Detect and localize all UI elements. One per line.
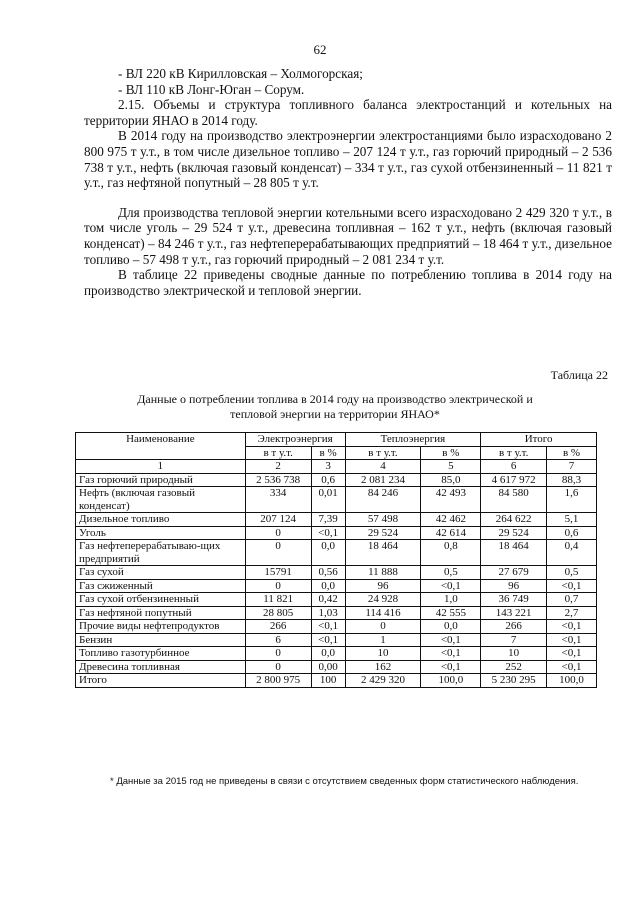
value-cell: <0,1	[421, 633, 481, 647]
value-cell: 36 749	[481, 593, 547, 607]
body-text	[84, 66, 612, 298]
header-group: Теплоэнергия	[345, 433, 481, 447]
value-cell: 84 246	[345, 487, 421, 513]
value-cell: 143 221	[481, 606, 547, 620]
header-unit: в т у.т.	[345, 446, 421, 460]
row-name-cell: Газ горючий природный	[76, 473, 246, 487]
value-cell: 0	[245, 540, 311, 566]
value-cell: <0,1	[547, 647, 597, 661]
value-cell: <0,1	[311, 633, 345, 647]
value-cell: 96	[345, 579, 421, 593]
value-cell: 0,00	[311, 660, 345, 674]
value-cell: 84 580	[481, 487, 547, 513]
list-line: - ВЛ 220 кВ Кирилловская – Холмогорская;	[118, 66, 363, 81]
value-cell: 334	[245, 487, 311, 513]
column-number: 6	[481, 460, 547, 474]
table-number-row	[76, 460, 597, 474]
paragraph: В таблице 22 приведены сводные данные по потреблению топлива в 2014 году на производство электрической и тепловой энергии.	[84, 267, 612, 298]
row-name-cell: Газ нефтяной попутный	[76, 606, 246, 620]
row-name-cell: Древесина топливная	[76, 660, 246, 674]
row-name-cell: Топливо газотурбинное	[76, 647, 246, 661]
value-cell: 264 622	[481, 513, 547, 527]
value-cell: 27 679	[481, 566, 547, 580]
value-cell: 1,03	[311, 606, 345, 620]
header-unit: в т у.т.	[481, 446, 547, 460]
column-number: 4	[345, 460, 421, 474]
row-name-cell: Уголь	[76, 526, 246, 540]
value-cell: 29 524	[481, 526, 547, 540]
value-cell: <0,1	[547, 633, 597, 647]
header-group: Электроэнергия	[245, 433, 345, 447]
header-name: Наименование	[76, 433, 246, 460]
value-cell: 7	[481, 633, 547, 647]
value-cell: 0,6	[311, 473, 345, 487]
value-cell: 11 888	[345, 566, 421, 580]
value-cell: 0,5	[421, 566, 481, 580]
value-cell: 10	[345, 647, 421, 661]
value-cell: 0	[345, 620, 421, 634]
footnote: * Данные за 2015 год не приведены в связи с отсутствием сведенных форм статистического наблюдения.	[110, 776, 579, 787]
value-cell: 11 821	[245, 593, 311, 607]
value-cell: 100,0	[421, 674, 481, 688]
value-cell: 15791	[245, 566, 311, 580]
value-cell: 266	[245, 620, 311, 634]
value-cell: 5 230 295	[481, 674, 547, 688]
table-label: Таблица 22	[550, 368, 608, 382]
value-cell: 0,01	[311, 487, 345, 513]
column-number: 2	[245, 460, 311, 474]
value-cell: 7,39	[311, 513, 345, 527]
value-cell: 88,3	[547, 473, 597, 487]
value-cell: 0,56	[311, 566, 345, 580]
value-cell: 2 536 738	[245, 473, 311, 487]
row-name-cell: Дизельное топливо	[76, 513, 246, 527]
row-name-cell: Газ сухой	[76, 566, 246, 580]
value-cell: <0,1	[547, 660, 597, 674]
value-cell: 0,5	[547, 566, 597, 580]
column-number: 1	[76, 460, 246, 474]
header-unit: в %	[311, 446, 345, 460]
table-row	[76, 674, 597, 688]
value-cell: 0,0	[421, 620, 481, 634]
value-cell: 24 928	[345, 593, 421, 607]
value-cell: 266	[481, 620, 547, 634]
value-cell: 0,4	[547, 540, 597, 566]
value-cell: 42 614	[421, 526, 481, 540]
value-cell: 162	[345, 660, 421, 674]
table-row	[76, 633, 597, 647]
row-name-cell: Газ сухой отбензиненный	[76, 593, 246, 607]
header-unit: в %	[421, 446, 481, 460]
column-number: 5	[421, 460, 481, 474]
value-cell: 0	[245, 526, 311, 540]
value-cell: 42 493	[421, 487, 481, 513]
header-unit: в т у.т.	[245, 446, 311, 460]
section-heading: 2.15. Объемы и структура топливного баланса электростанций и котельных на территории ЯНАО в 2014 году.	[84, 97, 612, 128]
row-name-cell: Бензин	[76, 633, 246, 647]
value-cell: <0,1	[547, 579, 597, 593]
table-row	[76, 473, 597, 487]
value-cell: 100,0	[547, 674, 597, 688]
value-cell: 0	[245, 660, 311, 674]
value-cell: 29 524	[345, 526, 421, 540]
table-body	[76, 473, 597, 687]
value-cell: 0,8	[421, 540, 481, 566]
value-cell: 18 464	[481, 540, 547, 566]
value-cell: 5,1	[547, 513, 597, 527]
value-cell: 1	[345, 633, 421, 647]
table-row	[76, 593, 597, 607]
value-cell: 100	[311, 674, 345, 688]
value-cell: 2 800 975	[245, 674, 311, 688]
value-cell: 96	[481, 579, 547, 593]
value-cell: 6	[245, 633, 311, 647]
value-cell: <0,1	[421, 660, 481, 674]
column-number: 3	[311, 460, 345, 474]
table-row	[76, 526, 597, 540]
table-row	[76, 579, 597, 593]
value-cell: 28 805	[245, 606, 311, 620]
list-line: - ВЛ 110 кВ Лонг-Юган – Сорум.	[118, 81, 305, 97]
table-row	[76, 620, 597, 634]
value-cell: 207 124	[245, 513, 311, 527]
value-cell: 0	[245, 579, 311, 593]
fuel-consumption-table	[75, 432, 597, 688]
value-cell: 10	[481, 647, 547, 661]
value-cell: 1,0	[421, 593, 481, 607]
row-name-cell: Газ нефтеперерабатываю-щих предприятий	[76, 540, 246, 566]
column-number: 7	[547, 460, 597, 474]
table-row	[76, 540, 597, 566]
row-name-cell: Нефть (включая газовый конденсат)	[76, 487, 246, 513]
paragraph: В 2014 году на производство электроэнергии электростанциями было израсходовано 2 800 975 т у.т., в том числе дизельное топливо – 207 124 т у.т., газ горючий природный – 2 536 738 т у.т., нефть (включая газовый конденсат) – 334 т у.т., газ сухой отбензиненный – 11 821 т у.т., газ нефтяной попутный – 28 805 т у.т.	[84, 128, 612, 191]
table-title: Данные о потреблении топлива в 2014 году на производство электрической и тепловой энергии на территории ЯНАО*	[137, 392, 533, 421]
table-row	[76, 513, 597, 527]
header-group: Итого	[481, 433, 597, 447]
value-cell: 0,0	[311, 540, 345, 566]
value-cell: <0,1	[311, 620, 345, 634]
value-cell: 57 498	[345, 513, 421, 527]
page-number: 62	[313, 42, 327, 57]
table-row	[76, 660, 597, 674]
value-cell: 1,6	[547, 487, 597, 513]
value-cell: 2 429 320	[345, 674, 421, 688]
value-cell: 2 081 234	[345, 473, 421, 487]
value-cell: <0,1	[547, 620, 597, 634]
value-cell: 2,7	[547, 606, 597, 620]
value-cell: 0,0	[311, 647, 345, 661]
value-cell: 4 617 972	[481, 473, 547, 487]
value-cell: <0,1	[421, 579, 481, 593]
value-cell: 42 462	[421, 513, 481, 527]
value-cell: 0,0	[311, 579, 345, 593]
table-header-row	[76, 433, 597, 447]
table-row	[76, 566, 597, 580]
value-cell: 0,6	[547, 526, 597, 540]
value-cell: <0,1	[311, 526, 345, 540]
header-unit: в %	[547, 446, 597, 460]
table-row	[76, 606, 597, 620]
value-cell: 0	[245, 647, 311, 661]
table-row	[76, 647, 597, 661]
value-cell: 18 464	[345, 540, 421, 566]
value-cell: 0,7	[547, 593, 597, 607]
value-cell: 252	[481, 660, 547, 674]
table-row	[76, 487, 597, 513]
row-name-cell: Прочие виды нефтепродуктов	[76, 620, 246, 634]
value-cell: <0,1	[421, 647, 481, 661]
paragraph: Для производства тепловой энергии котельными всего израсходовано 2 429 320 т у.т., в том числе уголь – 29 524 т у.т., древесина топливная – 162 т у.т., нефть (включая газовый конденсат) – 84 246 т у.т., газ нефтеперерабатывающих предприятий – 18 464 т у.т., дизельное топливо – 57 498 т у.т., газ горючий природный – 2 081 234 т у.т.	[84, 204, 612, 267]
value-cell: 85,0	[421, 473, 481, 487]
value-cell: 42 555	[421, 606, 481, 620]
value-cell: 114 416	[345, 606, 421, 620]
row-name-cell: Итого	[76, 674, 246, 688]
value-cell: 0,42	[311, 593, 345, 607]
row-name-cell: Газ сжиженный	[76, 579, 246, 593]
